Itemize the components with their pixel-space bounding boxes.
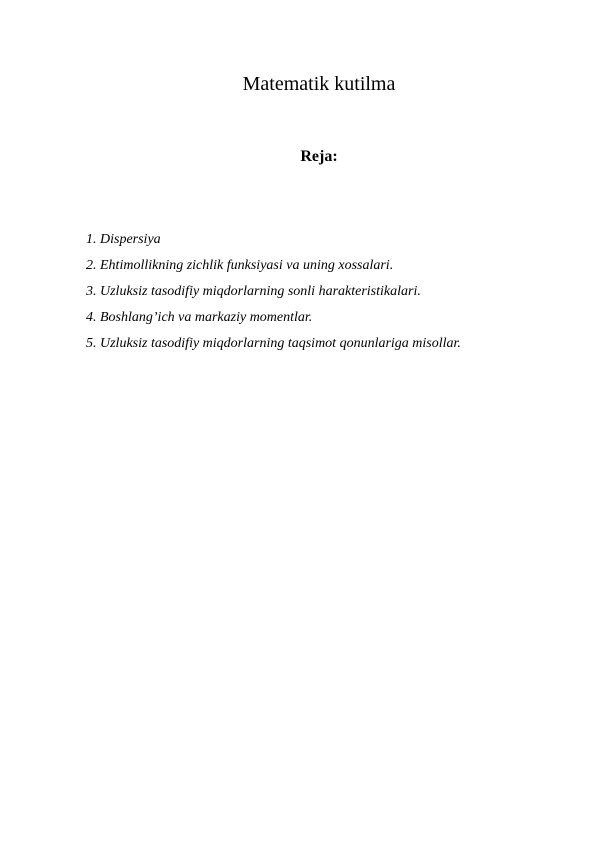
document-title: Matematik kutilma <box>242 73 396 95</box>
plan-heading: Reja: <box>300 148 338 165</box>
plan-item: 2. Ehtimollikning zichlik funksiyasi va uning xossalari. <box>86 258 394 273</box>
plan-item: 5. Uzluksiz tasodifiy miqdorlarning taqsimot qonunlariga misollar. <box>86 336 461 351</box>
plan-list <box>86 230 556 364</box>
plan-item: 4. Boshlang’ich va markaziy momentlar. <box>86 310 313 325</box>
plan-item: 3. Uzluksiz tasodifiy miqdorlarning sonli harakteristikalari. <box>86 284 421 299</box>
plan-item: 1. Dispersiya <box>86 232 161 247</box>
